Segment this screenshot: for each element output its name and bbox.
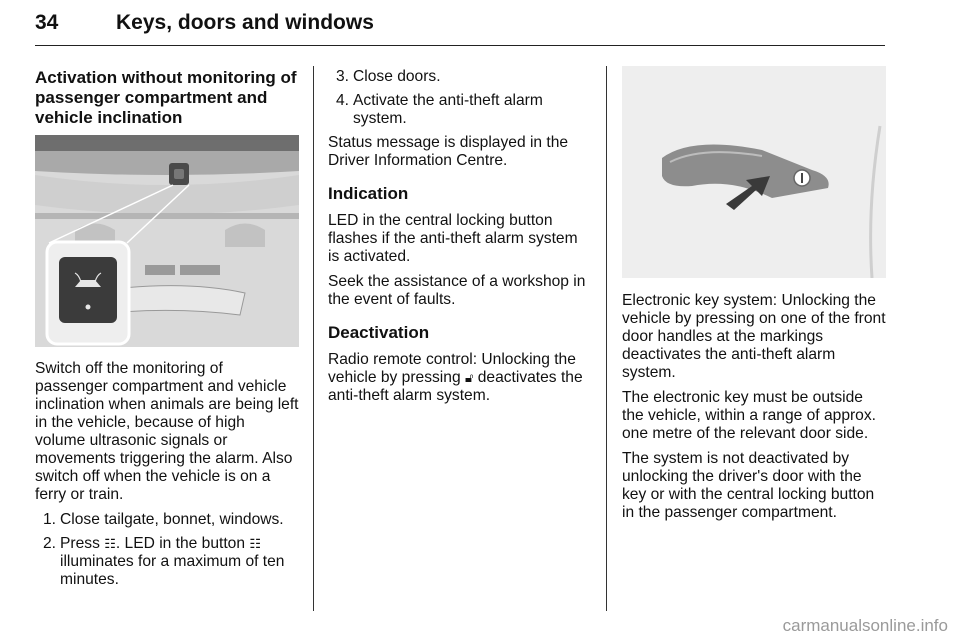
steps-list bbox=[328, 68, 592, 128]
indication-paragraph: LED in the central locking button flashes if the anti-theft alarm system is activated. bbox=[328, 212, 578, 265]
range-paragraph: The electronic key must be outside the vehicle, within a range of approx. one metre of the relevant door side. bbox=[622, 389, 876, 442]
chapter-title: Keys, doors and windows bbox=[116, 11, 374, 34]
page-header bbox=[35, 10, 885, 44]
step-text: Close doors. bbox=[353, 68, 441, 85]
workshop-paragraph: Seek the assistance of a workshop in the event of faults. bbox=[328, 273, 586, 308]
deactivation-paragraph bbox=[328, 351, 592, 405]
step-text: Close tailgate, bonnet, windows. bbox=[60, 511, 284, 528]
overhead-console-illustration bbox=[35, 135, 299, 347]
door-handle-figure bbox=[622, 66, 886, 278]
car-alarm-icon: ☷ bbox=[104, 536, 116, 551]
section-heading: Activation without monitoring of passenger compartment and vehicle inclination bbox=[35, 68, 297, 127]
figure-caption: Electronic key system: Unlocking the vehicle by pressing on one of the front door handles at the markings deactivates the anti-theft alarm system. bbox=[622, 292, 886, 381]
column-left-body bbox=[35, 360, 299, 595]
column-right bbox=[622, 292, 888, 529]
unlock-key-icon: 🔓︎ bbox=[464, 370, 474, 385]
step-text-mid: . LED in the button bbox=[115, 535, 250, 552]
watermark: carmanualsonline.info bbox=[782, 616, 948, 635]
column-divider bbox=[606, 66, 607, 611]
step-text: Activate the anti-theft alarm system. bbox=[353, 92, 543, 127]
deactivation-text-post: deactivates the anti-theft alarm system. bbox=[328, 369, 583, 404]
list-item bbox=[35, 511, 299, 529]
column-left bbox=[35, 68, 299, 128]
column-divider bbox=[313, 66, 314, 611]
column-middle bbox=[328, 68, 592, 412]
deactivation-heading: Deactivation bbox=[328, 323, 430, 342]
list-item bbox=[328, 68, 592, 86]
door-handle-illustration bbox=[622, 66, 886, 278]
page-number: 34 bbox=[35, 11, 59, 34]
not-deactivated-paragraph: The system is not deactivated by unlocking the driver's door with the key or with the central locking button in the passenger compartment. bbox=[622, 450, 875, 521]
list-item bbox=[35, 535, 299, 589]
deactivation-text-pre: Radio remote control: Unlocking the vehicle by pressing bbox=[328, 351, 576, 386]
paragraph: Switch off the monitoring of passenger compartment and vehicle inclination when animals are being left in the vehicle, because of high volume ultrasonic signals or movements triggering the alarm. Also switch off when the vehicle is on a ferry or train. bbox=[35, 360, 299, 503]
step-number: 3. bbox=[336, 68, 350, 85]
header-rule bbox=[35, 45, 885, 46]
step-text-post: illuminates for a maximum of ten minutes. bbox=[60, 553, 285, 588]
step-text-pre: Press bbox=[60, 535, 105, 552]
car-alarm-icon: ☷ bbox=[249, 536, 262, 551]
steps-list bbox=[35, 511, 299, 589]
overhead-console-figure bbox=[35, 135, 299, 347]
step-number: 4. bbox=[336, 92, 350, 109]
step-number: 2. bbox=[43, 535, 57, 552]
list-item bbox=[328, 92, 592, 128]
step-number: 1. bbox=[43, 511, 57, 528]
indication-heading: Indication bbox=[328, 184, 409, 203]
status-paragraph: Status message is displayed in the Driver Information Centre. bbox=[328, 134, 569, 169]
